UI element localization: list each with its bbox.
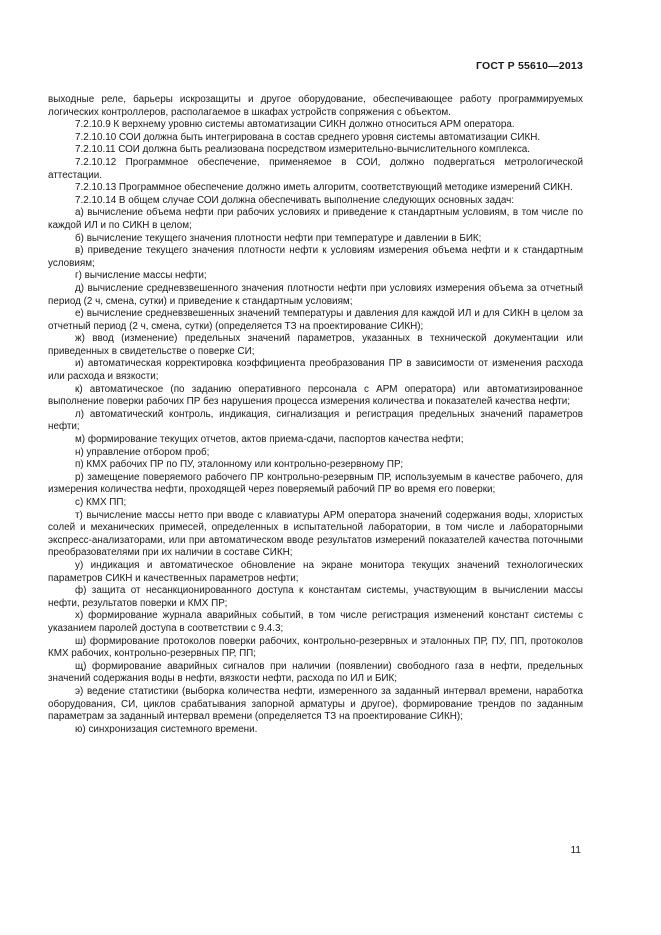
paragraph: б) вычисление текущего значения плотности нефти при температуре и давлении в БИК; (75, 232, 482, 244)
paragraph: ш) формирование протоколов поверки рабочих, контрольно-резервных и эталонных ПР, ПУ, ПП, протоколов КМХ рабочих, контрольно-резервных ПР, ПП; (48, 635, 583, 660)
paragraph: ж) ввод (изменение) предельных значений параметров, указанных в технической документации или приведенных в свидетельстве о поверке СИ; (48, 333, 583, 357)
paragraph: 7.2.10.12 Программное обеспечение, применяемое в СОИ, должно подвергаться метрологической аттестации. (48, 156, 583, 181)
paragraph: щ) формирование аварийных сигналов при наличии (появлении) свободного газа в нефти, предельных значений содержания воды в нефти, вязкости нефти, расхода по ИЛ и БИК; (48, 660, 583, 685)
paragraph: м) формирование текущих отчетов, актов приема-сдачи, паспортов качества нефти; (75, 434, 464, 446)
paragraph: к) автоматическое (по заданию оперативного персонала с АРМ оператора) или автоматизированное выполнение поверки рабочих ПР без нарушения процесса измерения количества и показателей качества нефти; (48, 383, 583, 408)
paragraph: у) индикация и автоматическое обновление на экране монитора текущих значений технологических параметров СИКН и качественных параметров нефти; (48, 559, 583, 584)
paragraph: л) автоматический контроль, индикация, сигнализация и регистрация предельных значений параметров нефти; (48, 408, 583, 433)
paragraph: 7.2.10.14 В общем случае СОИ должна обеспечивать выполнение следующих основных задач: (75, 194, 515, 206)
paragraph: е) вычисление средневзвешенных значений температуры и давления для каждой ИЛ и для СИКН в целом за отчетный период (2 ч, смена, сутки) (определяется ТЗ на проектирование СИКН); (48, 308, 583, 332)
paragraph: х) формирование журнала аварийных событий, в том числе регистрация изменений констант системы с указанием паролей доступа в соответствии с 9.4.3; (48, 610, 583, 634)
paragraph: р) замещение поверяемого рабочего ПР контрольно-резервным ПР, используемым в качестве рабочего, для измерения количества нефти, проходящей через поверяемый рабочий ПР во время его поверки; (48, 471, 583, 496)
paragraph: в) приведение текущего значения плотности нефти к условиям измерения объема нефти и к стандартным условиям; (48, 245, 583, 269)
standard-header: ГОСТ Р 55610—2013 (475, 60, 583, 72)
paragraph: э) ведение статистики (выборка количества нефти, измеренного за заданный интервал времени, наработка оборудования, СИ, циклов срабатывания запорной арматуры и другое), формирование трендов по заданным параметрам за заданный интервал времени (определяется ТЗ на проектирование СИКН); (48, 685, 583, 723)
paragraph: ю) синхронизация системного времени. (75, 723, 258, 735)
paragraph: 7.2.10.11 СОИ должна быть реализована посредством измерительно-вычислительного комплекса. (75, 144, 531, 156)
paragraph: и) автоматическая корректировка коэффициента преобразования ПР в зависимости от изменения расхода или расхода и вязкости; (48, 358, 583, 383)
paragraph: выходные реле, барьеры искрозащиты и другое оборудование, обеспечивающее работу программируемых логических контроллеров, располагаемое в шкафах устройств сопряжения с объектом. (48, 94, 583, 118)
paragraph: т) вычисление массы нетто при вводе с клавиатуры АРМ оператора значений содержания воды, хлористых солей и механических примесей, определенных в испытательной лаборатории, в том числе и лабораторными экспресс-анализаторами, или при автоматическом вводе результатов измерений показателей качества поточными преобразователями при их наличии в составе СИКН; (48, 509, 583, 559)
paragraph: 7.2.10.13 Программное обеспечение должно иметь алгоритм, соответствующий методике измерений СИКН. (75, 182, 573, 194)
paragraph: ф) защита от несанкционированного доступа к константам системы, участвующим в вычислении массы нефти, результатов поверки и КМХ ПР; (48, 585, 583, 609)
paragraph: г) вычисление массы нефти; (75, 270, 207, 282)
paragraph: д) вычисление средневзвешенного значения плотности нефти при условиях измерения объема за отчетный период (2 ч, смена, сутки) и приведение к стандартным условиям; (48, 282, 583, 307)
document-body (48, 94, 583, 736)
paragraph: 7.2.10.9 К верхнему уровню системы автоматизации СИКН должно относиться АРМ оператора. (75, 119, 515, 131)
paragraph: п) КМХ рабочих ПР по ПУ, эталонному или контрольно-резервному ПР; (75, 459, 404, 471)
page-number: 11 (570, 845, 581, 856)
paragraph: а) вычисление объема нефти при рабочих условиях и приведение к стандартным условиям, в том числе по каждой ИЛ и по СИКН в целом; (48, 207, 583, 231)
paragraph: 7.2.10.10 СОИ должна быть интегрирована в состав среднего уровня системы автоматизации СИКН. (75, 131, 541, 143)
paragraph: с) КМХ ПП; (75, 497, 127, 508)
paragraph: н) управление отбором проб; (75, 446, 210, 458)
